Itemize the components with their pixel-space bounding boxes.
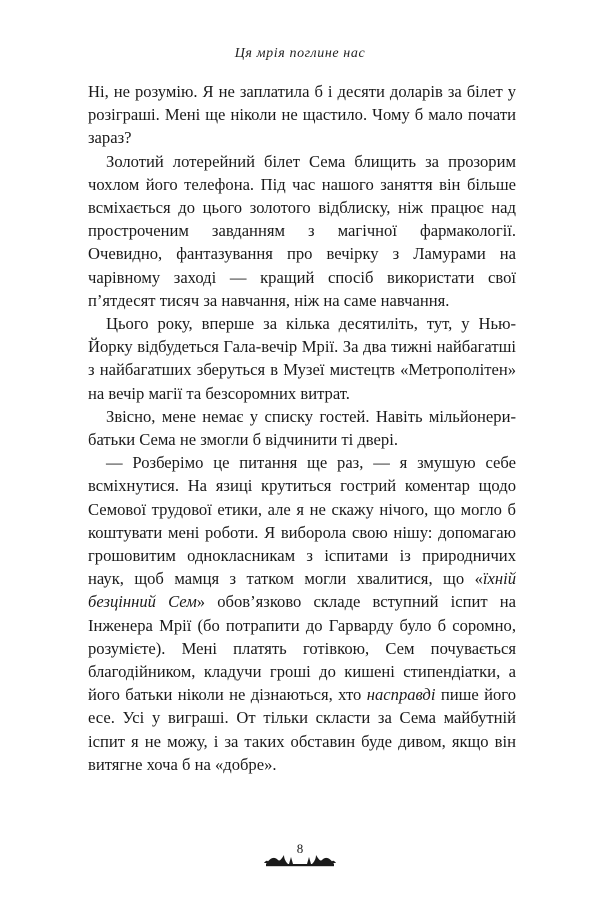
- paragraph-5-emphasis-1: їхній безцінний Сем: [88, 569, 516, 612]
- paragraph-5: [88, 451, 516, 776]
- paragraph-1: Ні, не розумію. Я не заплатила б і десяти доларів за білет у розіграші. Мені ще ніколи не щастило. Чому б мало почати зараз?: [88, 82, 516, 148]
- paragraph-2: Золотий лотерейний білет Сема блищить за прозорим чохлом його телефона. Під час нашого заняття він більше всміхається до цього золотого відблиску, ніж працює над простроченим завданням з магічної фармакології. Очевидно, фантазування про вечірку з Ламурами на чарівному заході — кращий спосіб використати свої п’ятдесят тисяч за навчання, ніж на саме навчання.: [88, 151, 516, 310]
- paragraph-5-part-2: » обов’язково складе вступний іспит на Інженера Мрії (бо потрапити до Гарварду було б соромно, розумієте). Мені платять готівкою, Сем почувається благодійником, кладучи гроші до кишені стипендіатки, а його батьки ніколи не дізнаються, хто: [88, 592, 516, 705]
- paragraph-5-part-1: — Розберімо це питання ще раз, — я змушую себе всміхнутися. На язиці крутиться гострий коментар щодо Семової трудової етики, але я не скажу нічого, що могло б коштувати мені роботи. Я виборола свою нішу: допомагаю грошовитим однокласникам з іспитами із природничих наук, щоб мамця з татком могли хвалитися, що «: [88, 453, 516, 589]
- page-footer: [0, 840, 600, 870]
- paragraph-4: Звісно, мене немає у списку гостей. Навіть мільйонери-батьки Сема не змогли б відчинити ті двері.: [88, 406, 516, 450]
- page-number: 8: [296, 841, 304, 856]
- paragraph-5-part-3: пише його есе. Усі у виграші. От тільки скласти за Сема майбутній іспит я не можу, і за таких обставин буде дивом, якщо він витягне хоча б на «добре».: [88, 685, 516, 774]
- paragraph-3: Цього року, вперше за кілька десятиліть, тут, у Нью-Йорку відбудеться Гала-вечір Мрії. За два тижні найбагатші з найбагатших зберуться в Музеї мистецтв «Метрополітен» на вечір магії та безсоромних витрат.: [88, 314, 516, 403]
- paragraph-5-emphasis-2: насправді: [366, 685, 436, 705]
- body-text: [88, 80, 516, 776]
- running-head: Ця мрія поглине нас: [234, 46, 366, 61]
